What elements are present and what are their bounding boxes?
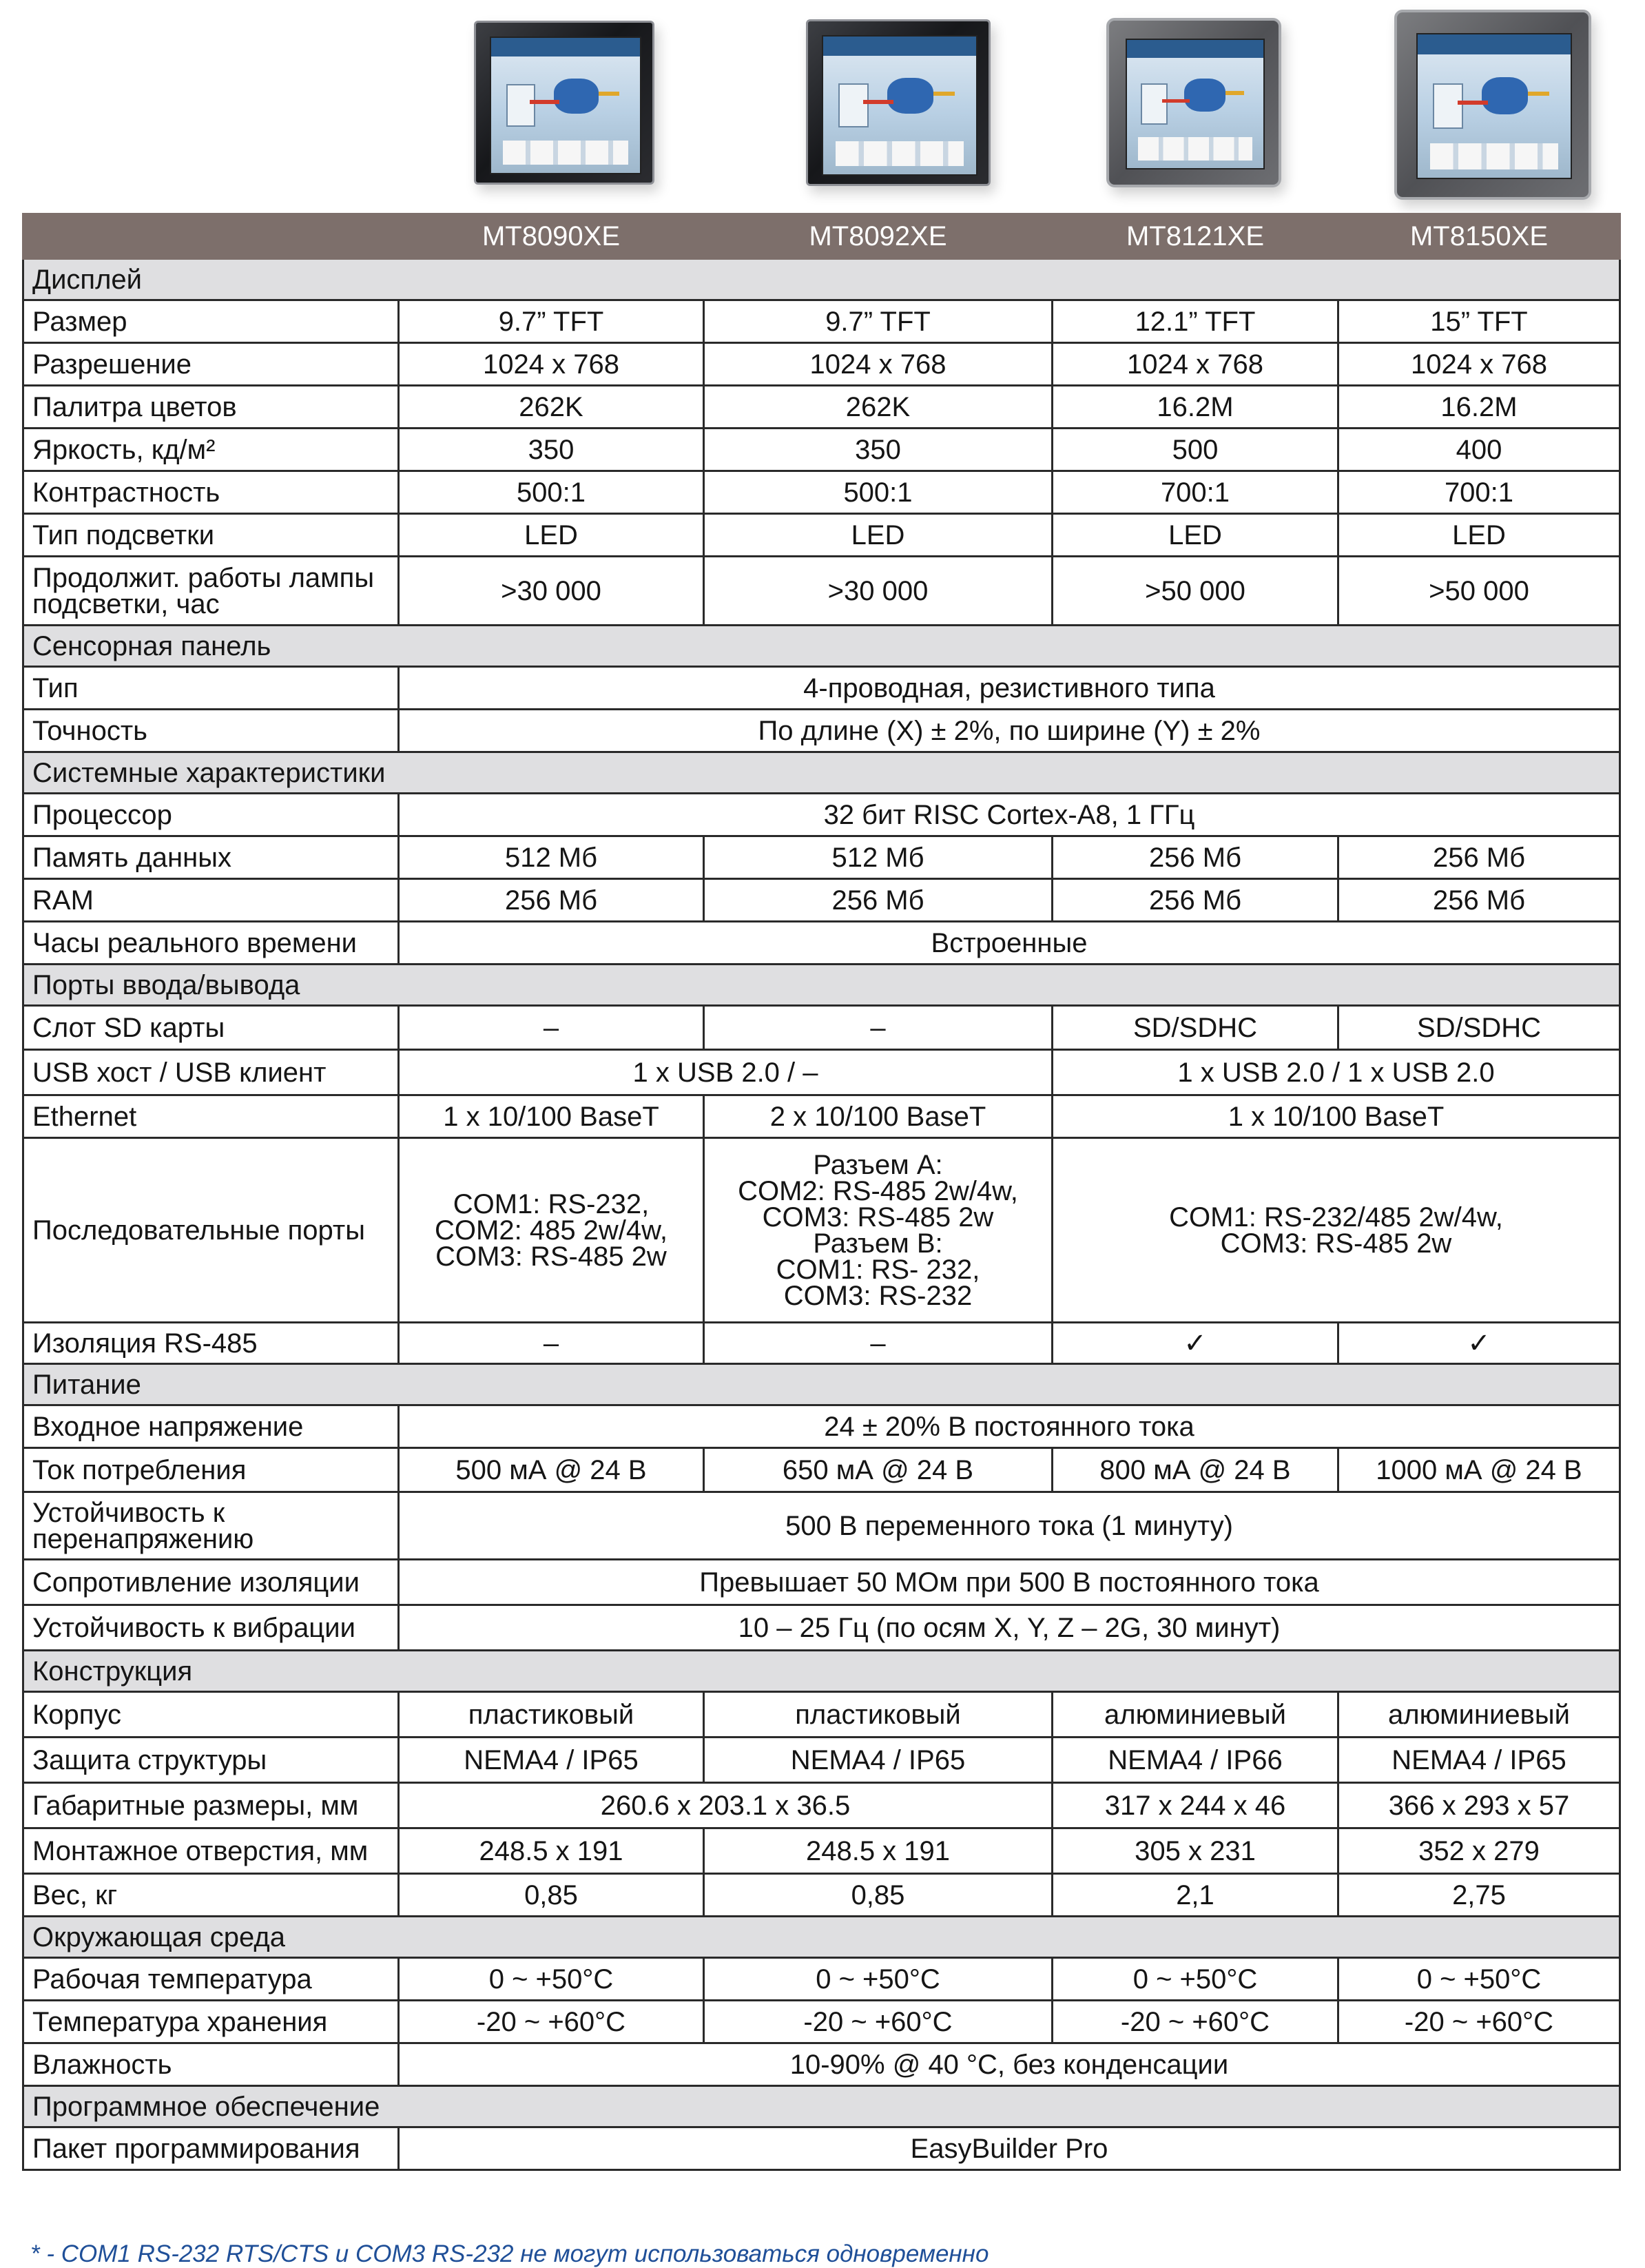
model-header: MT8092XE [704,214,1053,259]
cell-value: пластиковый [704,1692,1053,1738]
section-row-power [23,1364,1620,1405]
cell-value: LED [1053,514,1338,557]
row-label: Часы реального времени [23,922,399,965]
cell-value: – [704,1006,1053,1050]
section-title: Окружающая среда [23,1917,1620,1958]
table-row [23,2001,1620,2043]
product-image-mt8092xe [806,19,991,186]
cell-value: 1 x USB 2.0 / – [399,1050,1053,1095]
table-row [23,429,1620,471]
table-row [23,1958,1620,2001]
cell-value: 256 Мб [1338,879,1620,922]
model-header: MT8150XE [1338,214,1620,259]
cell-value: 1000 мА @ 24 В [1338,1448,1620,1492]
cell-value: 650 мА @ 24 В [704,1448,1053,1492]
spec-table [22,213,1621,2171]
cell-value: NEMA4 / IP66 [1053,1738,1338,1783]
cell-value: NEMA4 / IP65 [1338,1738,1620,1783]
table-row [23,557,1620,626]
cell-value: 700:1 [1338,471,1620,514]
row-label: Вес, кг [23,1874,399,1917]
cell-value: EasyBuilder Pro [399,2127,1620,2170]
row-label: Слот SD карты [23,1006,399,1050]
table-row [23,1050,1620,1095]
row-label: Яркость, кд/м² [23,429,399,471]
row-label: Разрешение [23,343,399,386]
text-line: COM1: RS-232/485 2w/4w, [1169,1202,1503,1233]
cell-value: 256 Мб [1053,836,1338,879]
cell-value: -20 ~ +60°C [1338,2001,1620,2043]
cell-value: 15” TFT [1338,300,1620,343]
cell-value: 0,85 [399,1874,704,1917]
cell-value: 512 Мб [704,836,1053,879]
table-row [23,471,1620,514]
cell-value: >50 000 [1053,557,1338,626]
cell-value: 512 Мб [399,836,704,879]
table-row [23,1828,1620,1874]
cell-value: 1 x 10/100 BaseT [399,1095,704,1138]
cell-value: алюминиевый [1053,1692,1338,1738]
section-row-display [23,259,1620,300]
row-label: Последовательные порты [23,1138,399,1323]
text-line: COM3: RS-485 2w [762,1202,994,1233]
footnote: * - COM1 RS-232 RTS/CTS и COM3 RS-232 не могут использоваться одновременно [30,2240,989,2267]
cell-value: 2,1 [1053,1874,1338,1917]
section-title: Системные характеристики [23,752,1620,794]
row-label: Тип подсветки [23,514,399,557]
section-title: Сенсорная панель [23,626,1620,667]
cell-value: LED [1338,514,1620,557]
section-row-touch [23,626,1620,667]
table-header-row [23,214,1620,259]
model-header: MT8090XE [399,214,704,259]
cell-value: 317 x 244 x 46 [1053,1783,1338,1828]
cell-value: 16.2M [1338,386,1620,429]
row-label: Изоляция RS-485 [23,1323,399,1364]
table-row [23,1692,1620,1738]
cell-value: 12.1” TFT [1053,300,1338,343]
cell-value: 0 ~ +50°C [1053,1958,1338,2001]
table-row [23,922,1620,965]
row-label: Размер [23,300,399,343]
cell-value: 1024 x 768 [399,343,704,386]
cell-value: -20 ~ +60°C [704,2001,1053,2043]
table-row [23,879,1620,922]
section-row-environment [23,1917,1620,1958]
row-label: Входное напряжение [23,1405,399,1448]
row-label: Палитра цветов [23,386,399,429]
cell-value: 32 бит RISC Cortex-A8, 1 ГГц [399,794,1620,836]
section-row-io [23,965,1620,1006]
cell-value: NEMA4 / IP65 [399,1738,704,1783]
row-label: Сопротивление изоляции [23,1560,399,1605]
section-title: Конструкция [23,1651,1620,1692]
cell-value: 256 Мб [1338,836,1620,879]
cell-value: 500:1 [704,471,1053,514]
cell-value: 700:1 [1053,471,1338,514]
cell-value: 256 Мб [1053,879,1338,922]
section-row-software [23,2086,1620,2127]
row-label: Ток потребления [23,1448,399,1492]
row-label: Корпус [23,1692,399,1738]
cell-value: 0,85 [704,1874,1053,1917]
section-title: Дисплей [23,259,1620,300]
cell-value: По длине (X) ± 2%, по ширине (Y) ± 2% [399,710,1620,752]
section-title: Порты ввода/вывода [23,965,1620,1006]
row-label: Контрастность [23,471,399,514]
table-row [23,710,1620,752]
cell-value: 10-90% @ 40 °C, без конденсации [399,2043,1620,2086]
cell-value: 352 x 279 [1338,1828,1620,1874]
row-label: Устойчивость к вибрации [23,1605,399,1651]
serial-ports-cell [1053,1138,1620,1323]
row-label: Продолжит. работы лампы подсветки, час [23,557,399,626]
cell-value: NEMA4 / IP65 [704,1738,1053,1783]
text-line: COM1: RS-232, [453,1188,650,1219]
cell-value: 350 [704,429,1053,471]
cell-value: пластиковый [399,1692,704,1738]
table-row [23,343,1620,386]
row-label: USB хост / USB клиент [23,1050,399,1095]
cell-value: – [399,1006,704,1050]
cell-value: 400 [1338,429,1620,471]
text-line: COM2: RS-485 2w/4w, [738,1175,1018,1206]
cell-value: 260.6 x 203.1 x 36.5 [399,1783,1053,1828]
cell-value: 256 Мб [704,879,1053,922]
cell-value: -20 ~ +60°C [1053,2001,1338,2043]
text-line: COM1: RS- 232, [776,1254,980,1285]
row-label: Устойчивость к перенапряжению [23,1492,399,1560]
cell-value: 9.7” TFT [399,300,704,343]
cell-value: 500 В переменного тока (1 минуту) [399,1492,1620,1560]
cell-value: 248.5 x 191 [704,1828,1053,1874]
cell-value: 800 мА @ 24 В [1053,1448,1338,1492]
cell-value: LED [704,514,1053,557]
cell-value: 1 x USB 2.0 / 1 x USB 2.0 [1053,1050,1620,1095]
serial-ports-cell [704,1138,1053,1323]
row-label: Габаритные размеры, мм [23,1783,399,1828]
cell-value: 2 x 10/100 BaseT [704,1095,1053,1138]
cell-value: 366 x 293 x 57 [1338,1783,1620,1828]
product-image-mt8121xe [1106,18,1281,187]
text-line: Разъем A: [813,1149,943,1180]
cell-value: 262K [399,386,704,429]
product-images [0,0,1645,207]
cell-value: 500:1 [399,471,704,514]
cell-value: 305 x 231 [1053,1828,1338,1874]
row-label: Рабочая температура [23,1958,399,2001]
table-row [23,514,1620,557]
cell-value: 1 x 10/100 BaseT [1053,1095,1620,1138]
cell-value: – [399,1323,704,1364]
cell-value: 0 ~ +50°C [1338,1958,1620,2001]
table-row [23,386,1620,429]
cell-value: SD/SDHC [1053,1006,1338,1050]
table-row [23,1783,1620,1828]
row-label: Температура хранения [23,2001,399,2043]
product-image-mt8090xe [474,21,654,185]
cell-value: алюминиевый [1338,1692,1620,1738]
cell-value: -20 ~ +60°C [399,2001,704,2043]
cell-value: 16.2M [1053,386,1338,429]
row-label: Тип [23,667,399,710]
text-line: COM3: RS-485 2w [1220,1228,1452,1259]
row-label: Ethernet [23,1095,399,1138]
table-row [23,1738,1620,1783]
cell-value: 0 ~ +50°C [704,1958,1053,2001]
check-icon: ✓ [1338,1323,1620,1364]
cell-value: 256 Мб [399,879,704,922]
row-label: Память данных [23,836,399,879]
table-row [23,1448,1620,1492]
table-row [23,2127,1620,2170]
section-row-system [23,752,1620,794]
cell-value: 350 [399,429,704,471]
cell-value: 24 ± 20% В постоянного тока [399,1405,1620,1448]
cell-value: Превышает 50 МОм при 500 В постоянного тока [399,1560,1620,1605]
row-label: Пакет программирования [23,2127,399,2170]
cell-value: Встроенные [399,922,1620,965]
cell-value: >30 000 [399,557,704,626]
section-row-construction [23,1651,1620,1692]
header-corner [23,214,399,259]
check-icon: ✓ [1053,1323,1338,1364]
table-row [23,836,1620,879]
cell-value: 1024 x 768 [704,343,1053,386]
table-row [23,1006,1620,1050]
cell-value: 500 мА @ 24 В [399,1448,704,1492]
table-row [23,1095,1620,1138]
table-row [23,1560,1620,1605]
section-title: Программное обеспечение [23,2086,1620,2127]
row-label: Защита структуры [23,1738,399,1783]
table-row [23,1405,1620,1448]
cell-value: 2,75 [1338,1874,1620,1917]
text-line: COM3: RS-485 2w [435,1241,667,1272]
cell-value: >50 000 [1338,557,1620,626]
table-row [23,1323,1620,1364]
table-row [23,1605,1620,1651]
cell-value: 1024 x 768 [1338,343,1620,386]
table-row [23,667,1620,710]
table-row [23,1874,1620,1917]
cell-value: 9.7” TFT [704,300,1053,343]
cell-value: 262K [704,386,1053,429]
text-line: COM2: 485 2w/4w, [435,1215,668,1246]
text-line: Разъем B: [813,1228,943,1259]
table-row [23,1138,1620,1323]
cell-value: >30 000 [704,557,1053,626]
cell-value: 1024 x 768 [1053,343,1338,386]
row-label: RAM [23,879,399,922]
product-image-mt8150xe [1394,10,1591,200]
cell-value: 0 ~ +50°C [399,1958,704,2001]
table-row [23,1492,1620,1560]
row-label: Процессор [23,794,399,836]
cell-value: 10 – 25 Гц (по осям X, Y, Z – 2G, 30 минут) [399,1605,1620,1651]
table-row [23,2043,1620,2086]
cell-value: SD/SDHC [1338,1006,1620,1050]
text-line: COM3: RS-232 [783,1280,973,1311]
cell-value: 248.5 x 191 [399,1828,704,1874]
cell-value: 4-проводная, резистивного типа [399,667,1620,710]
row-label: Монтажное отверстия, мм [23,1828,399,1874]
serial-ports-cell [399,1138,704,1323]
cell-value: – [704,1323,1053,1364]
cell-value: 500 [1053,429,1338,471]
row-label: Влажность [23,2043,399,2086]
row-label: Точность [23,710,399,752]
table-row [23,300,1620,343]
cell-value: LED [399,514,704,557]
table-row [23,794,1620,836]
section-title: Питание [23,1364,1620,1405]
model-header: MT8121XE [1053,214,1338,259]
